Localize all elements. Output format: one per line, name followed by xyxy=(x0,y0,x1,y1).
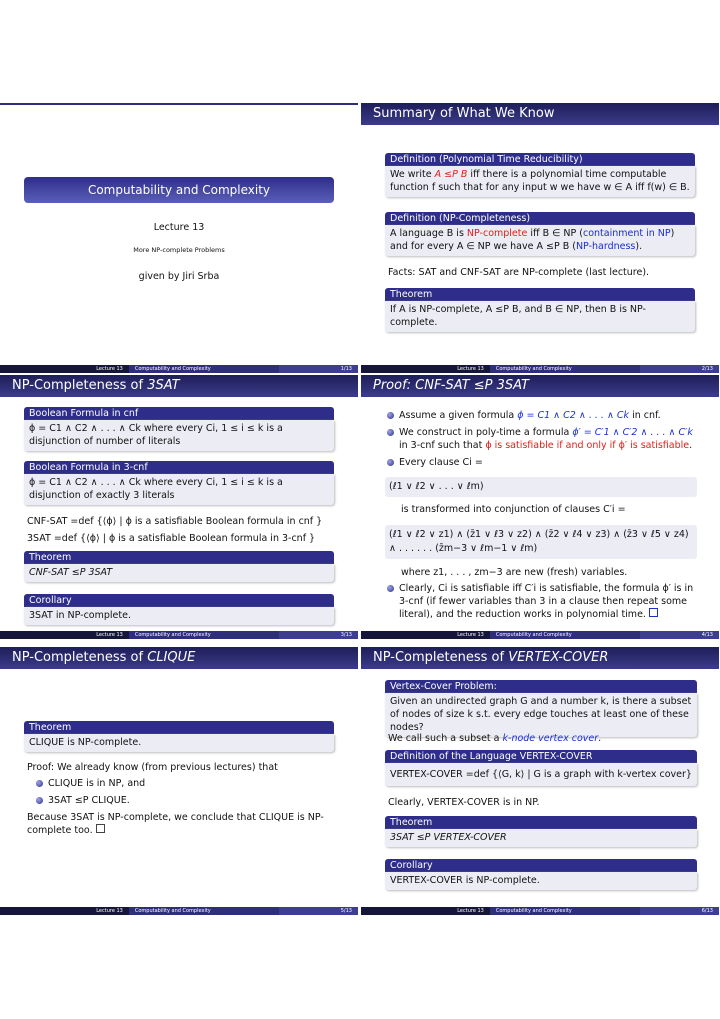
text: 3SAT ≤P CLIQUE. xyxy=(48,795,130,806)
slide-1 xyxy=(0,103,358,373)
problem-title: Vertex-Cover Problem: xyxy=(385,680,697,693)
box-title: Boolean Formula in 3-cnf xyxy=(24,461,334,474)
text: We call such a subset a xyxy=(388,733,503,744)
definition-title: Definition of the Language VERTEX-COVER xyxy=(385,750,697,763)
footer-lecture: Lecture 13 xyxy=(0,365,129,373)
text: We construct in poly-time a formula xyxy=(399,427,573,438)
footer-page: 1/13 xyxy=(279,365,358,373)
3sat-definition: 3SAT =def {⟨ϕ⟩ | ϕ is a satisfiable Boolean formula in 3-cnf } xyxy=(27,533,316,544)
slide-header xyxy=(361,375,719,397)
definition-body xyxy=(385,225,695,256)
footer-page: 3/13 xyxy=(279,631,358,639)
footer-course: Computability and Complexity xyxy=(490,631,640,639)
definition-title: Definition (NP-Completeness) xyxy=(385,212,695,225)
slide-title-emph: VERTEX-COVER xyxy=(508,650,609,665)
slide-header xyxy=(0,647,358,669)
footer xyxy=(0,631,358,639)
facts-text: Facts: SAT and CNF-SAT are NP-complete (last lecture). xyxy=(388,267,650,278)
header-rule xyxy=(0,103,358,105)
proof-conclusion xyxy=(27,811,335,837)
slide-title: NP-Completeness of xyxy=(373,650,509,665)
proof-content xyxy=(385,409,697,473)
footer-lecture: Lecture 13 xyxy=(361,631,490,639)
box-body: ϕ = C1 ∧ C2 ∧ . . . ∧ Ck where every Ci, 1 ≤ i ≤ k is a disjunction of exactly 3 literals xyxy=(24,474,334,505)
fresh-variables-text: where z1, . . . , zm−3 are new (fresh) variables. xyxy=(401,567,628,578)
text: Because 3SAT is NP-complete, we conclude that CLIQUE is NP-complete too. xyxy=(27,812,324,836)
text: in 3-cnf such that xyxy=(399,440,486,451)
theorem-body: If A is NP-complete, A ≤P B, and B ∈ NP, then B is NP-complete. xyxy=(385,301,695,332)
corollary-body: 3SAT in NP-complete. xyxy=(24,607,334,625)
footer xyxy=(361,365,719,373)
corollary-box xyxy=(385,859,697,890)
definition-title: Definition (Polynomial Time Reducibility) xyxy=(385,153,695,166)
text: iff there is a polynomial time computable function f such that for any input w we have w ∈ A iff f(w) ∈ B. xyxy=(390,169,690,193)
theorem-title: Theorem xyxy=(385,288,695,301)
qed-icon xyxy=(96,824,105,833)
footer-course: Computability and Complexity xyxy=(129,907,279,915)
footer-course: Computability and Complexity xyxy=(129,365,279,373)
definition-body xyxy=(385,166,695,197)
bullet-icon xyxy=(36,780,43,787)
definition-box xyxy=(385,212,695,256)
footer-course: Computability and Complexity xyxy=(129,631,279,639)
theorem-box xyxy=(24,721,334,752)
text: We write xyxy=(390,169,435,180)
footer-page: 4/13 xyxy=(640,631,719,639)
bullet-icon xyxy=(387,429,394,436)
proof-intro: Proof: We already know (from previous lectures) that xyxy=(27,762,278,773)
lecture-number: Lecture 13 xyxy=(153,222,205,233)
footer-lecture: Lecture 13 xyxy=(0,907,129,915)
text: ). xyxy=(635,241,643,252)
slide-title: NP-Completeness of xyxy=(12,650,148,665)
presentation-title: Computability and Complexity xyxy=(87,183,271,197)
footer-course: Computability and Complexity xyxy=(490,365,640,373)
clause-box xyxy=(385,477,697,497)
author: given by Jiri Srba xyxy=(138,271,220,282)
definition-box xyxy=(385,153,695,197)
footer-course: Computability and Complexity xyxy=(490,907,640,915)
lecture-subtitle: More NP-complete Problems xyxy=(133,246,225,254)
slide-header xyxy=(361,647,719,669)
definition-box xyxy=(385,750,697,786)
theorem-body: CNF-SAT ≤P 3SAT xyxy=(24,564,334,582)
theorem-body: 3SAT ≤P VERTEX-COVER xyxy=(385,829,697,847)
slide-6 xyxy=(361,647,719,915)
cnf-sat-definition: CNF-SAT =def {⟨ϕ⟩ | ϕ is a satisfiable Boolean formula in cnf } xyxy=(27,516,323,527)
corollary-box xyxy=(24,594,334,625)
proof-content xyxy=(385,582,697,625)
text: . xyxy=(598,733,602,744)
theorem-title: Theorem xyxy=(24,721,334,734)
footer xyxy=(0,907,358,915)
text: CLIQUE is in NP, and xyxy=(48,778,146,789)
transformed-text: is transformed into conjunction of clauses C′i = xyxy=(401,504,626,515)
footer-lecture: Lecture 13 xyxy=(361,907,490,915)
theorem-title: Theorem xyxy=(24,551,334,564)
highlight-red: NP-complete xyxy=(466,228,528,239)
highlight-red: A ≤P B xyxy=(434,169,468,180)
problem-body: Given an undirected graph G and a number k, is there a subset of nodes of size k s.t. every edge touches at least one of these nodes? xyxy=(385,693,697,737)
slide-title-emph: 3SAT xyxy=(147,378,180,393)
slide-title-emph: CLIQUE xyxy=(147,650,196,665)
slide-2 xyxy=(361,103,719,373)
footer-page: 6/13 xyxy=(640,907,719,915)
theorem-title: Theorem xyxy=(385,816,697,829)
highlight-red: ϕ is satisfiable if and only if ϕ′ is satisfiable xyxy=(485,440,690,451)
text: iff B ∈ NP ( xyxy=(527,228,583,239)
highlight-blue: k-node vertex cover xyxy=(502,733,599,744)
slide-title: NP-Completeness of xyxy=(12,378,148,393)
definition-box xyxy=(24,407,334,451)
title-box xyxy=(24,177,334,203)
footer xyxy=(361,631,719,639)
text: in cnf. xyxy=(629,410,661,421)
bullet-icon xyxy=(36,797,43,804)
highlight-blue: containment in NP xyxy=(582,228,671,239)
slide-title: Proof: CNF-SAT ≤P 3SAT xyxy=(373,378,529,393)
highlight-blue: NP-hardness xyxy=(575,241,636,252)
bullet-icon xyxy=(387,412,394,419)
theorem-box xyxy=(385,288,695,332)
list-item xyxy=(385,456,697,469)
footer-page: 2/13 xyxy=(640,365,719,373)
definition-body: VERTEX-COVER =def {⟨G, k⟩ | G is a graph with k-vertex cover} xyxy=(385,763,697,786)
clearly-text: Clearly, VERTEX-COVER is in NP. xyxy=(388,797,540,808)
slide-header xyxy=(361,103,719,125)
theorem-box xyxy=(385,816,697,847)
text: . xyxy=(689,440,693,451)
footer-page: 5/13 xyxy=(279,907,358,915)
bullet-icon xyxy=(387,459,394,466)
text: Assume a given formula xyxy=(399,410,518,421)
text: A language B is xyxy=(390,228,467,239)
proof-list xyxy=(34,777,324,811)
text: ) and for every A ∈ NP we have A ≤P B ( xyxy=(390,228,675,252)
slide-4 xyxy=(361,375,719,639)
footer-lecture: Lecture 13 xyxy=(361,365,490,373)
qed-icon xyxy=(649,608,658,617)
clause-text: (ℓ1 ∨ ℓ2 ∨ . . . ∨ ℓm) xyxy=(389,481,484,492)
list-item xyxy=(385,426,697,452)
text: Clearly, Ci is satisfiable iff C′i is satisfiable, the formula ϕ′ is in 3-cnf (if fewer variables than 3 in a clause then repeat some literal), and the reduction works in polynomial time. xyxy=(399,583,694,620)
footer-lecture: Lecture 13 xyxy=(0,631,129,639)
corollary-title: Corollary xyxy=(24,594,334,607)
footer xyxy=(361,907,719,915)
corollary-body: VERTEX-COVER is NP-complete. xyxy=(385,872,697,890)
vertex-cover-note xyxy=(388,732,601,745)
footer xyxy=(0,365,358,373)
highlight-blue: ϕ = C1 ∧ C2 ∧ . . . ∧ Ck xyxy=(517,410,630,421)
expansion-box xyxy=(385,525,697,559)
bullet-icon xyxy=(387,585,394,592)
slide-header xyxy=(0,375,358,397)
list-item xyxy=(34,794,324,807)
box-body: ϕ = C1 ∧ C2 ∧ . . . ∧ Ck where every Ci, 1 ≤ i ≤ k is a disjunction of number of literals xyxy=(24,420,334,451)
slide-title: Summary of What We Know xyxy=(373,106,555,121)
text: Every clause Ci = xyxy=(399,457,483,468)
corollary-title: Corollary xyxy=(385,859,697,872)
problem-box xyxy=(385,680,697,737)
theorem-body: CLIQUE is NP-complete. xyxy=(24,734,334,752)
box-title: Boolean Formula in cnf xyxy=(24,407,334,420)
slide-5 xyxy=(0,647,358,915)
expansion-text: (ℓ1 ∨ ℓ2 ∨ z1) ∧ (z̄1 ∨ ℓ3 ∨ z2) ∧ (z̄2 ∨ ℓ4 ∨ z3) ∧ (z̄3 ∨ ℓ5 ∨ z4) ∧ . . . . . . (z̄m−3 ∨ ℓm−1 ∨ ℓm) xyxy=(389,529,689,554)
list-item xyxy=(385,582,697,621)
highlight-blue: ϕ′ = C′1 ∧ C′2 ∧ . . . ∧ C′k xyxy=(572,427,693,438)
slide-3 xyxy=(0,375,358,639)
theorem-box xyxy=(24,551,334,582)
list-item xyxy=(385,409,697,422)
list-item xyxy=(34,777,324,790)
definition-box xyxy=(24,461,334,505)
